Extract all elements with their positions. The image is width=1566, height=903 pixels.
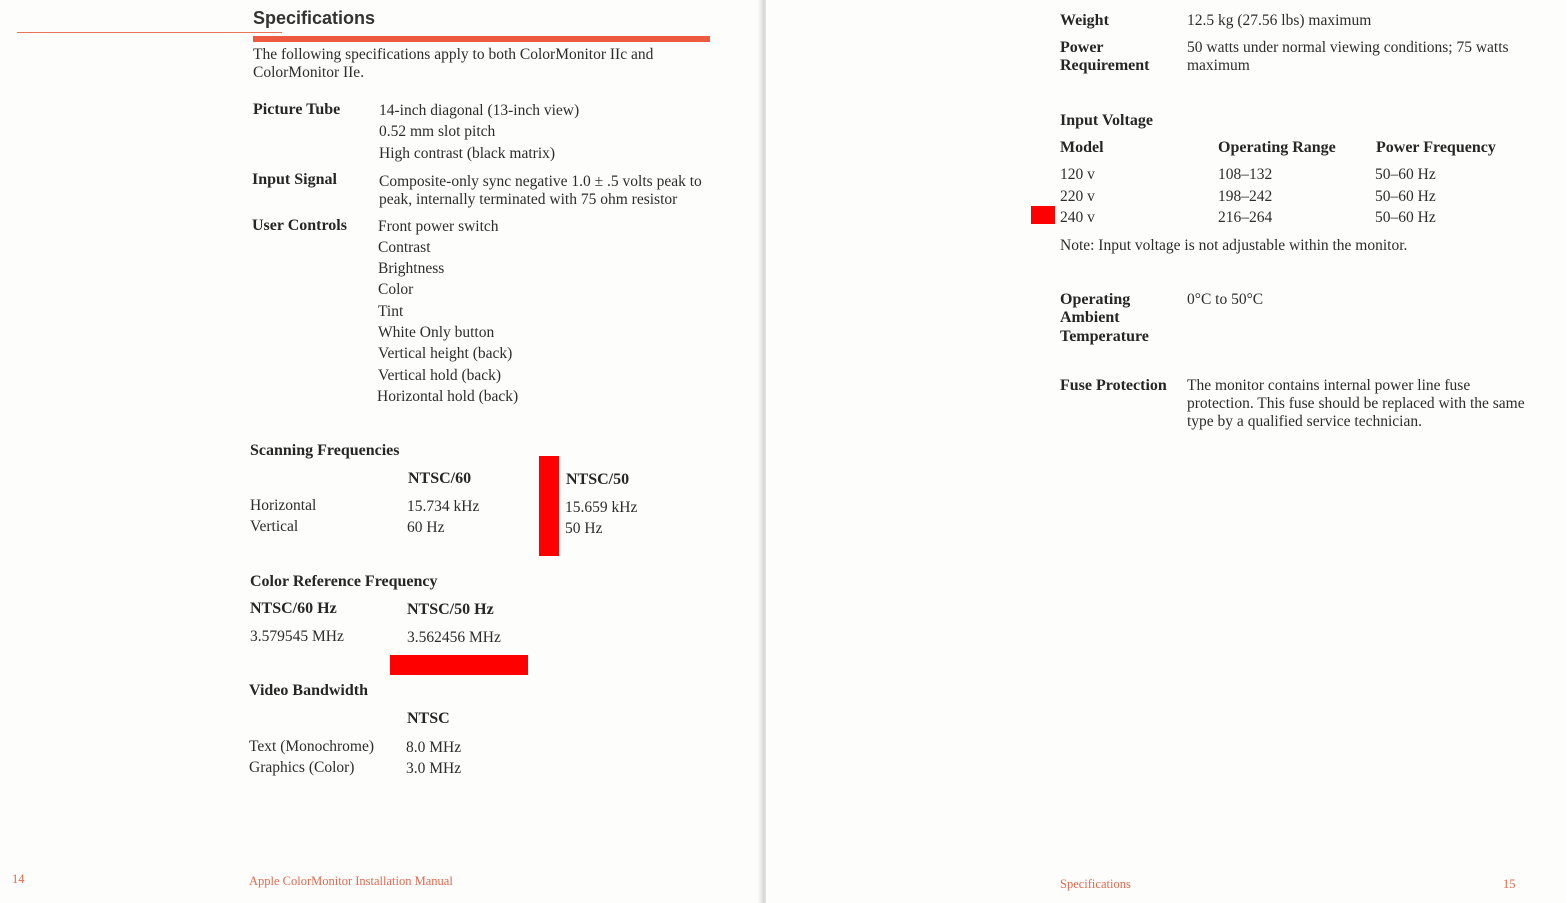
user-control-item: Tint: [378, 303, 404, 320]
voltage-header-frequency: Power Frequency: [1376, 139, 1496, 156]
fuse-protection-text: type by a qualified service technician.: [1187, 413, 1422, 430]
weight-label: Weight: [1060, 12, 1109, 29]
power-label: Requirement: [1060, 57, 1150, 74]
color-ref-col-ntsc50: NTSC/50 Hz: [407, 601, 494, 618]
voltage-range: 108–132: [1218, 166, 1273, 183]
picture-tube-label: Picture Tube: [253, 101, 341, 118]
scanning-frequencies-title: Scanning Frequencies: [250, 442, 400, 459]
user-control-item: Vertical height (back): [378, 345, 513, 362]
voltage-range: 216–264: [1218, 209, 1273, 226]
picture-tube-line: 14-inch diagonal (13-inch view): [379, 102, 580, 119]
scanning-row-value: 15.659 kHz: [565, 499, 638, 516]
fuse-protection-label: Fuse Protection: [1060, 377, 1167, 394]
temperature-label: Temperature: [1060, 328, 1149, 345]
scanning-row-name: Vertical: [250, 518, 299, 535]
weight-value: 12.5 kg (27.56 lbs) maximum: [1187, 12, 1372, 29]
picture-tube-line: 0.52 mm slot pitch: [379, 123, 496, 140]
input-voltage-title: Input Voltage: [1060, 112, 1153, 129]
right-page: [766, 0, 1566, 903]
user-control-item: Contrast: [378, 239, 431, 256]
user-control-item: Vertical hold (back): [378, 367, 502, 384]
power-value: maximum: [1187, 57, 1250, 74]
user-controls-label: User Controls: [252, 217, 347, 234]
voltage-range: 198–242: [1218, 188, 1273, 205]
redaction-mark: [539, 456, 559, 556]
scanning-row-name: Horizontal: [250, 497, 317, 514]
fuse-protection-text: protection. This fuse should be replaced with the same: [1187, 395, 1525, 412]
input-signal-line: peak, internally terminated with 75 ohm resistor: [379, 191, 678, 208]
video-bw-col-ntsc: NTSC: [407, 710, 450, 727]
power-label: Power: [1060, 39, 1104, 56]
color-ref-col-ntsc60: NTSC/60 Hz: [250, 600, 337, 617]
voltage-header-model: Model: [1060, 139, 1104, 156]
redaction-mark: [1031, 206, 1055, 224]
voltage-note: Note: Input voltage is not adjustable within the monitor.: [1060, 237, 1408, 254]
intro-text-line2: ColorMonitor IIe.: [253, 64, 365, 81]
color-ref-value: 3.562456 MHz: [407, 629, 501, 646]
page-number-left: 14: [12, 872, 25, 886]
voltage-frequency: 50–60 Hz: [1375, 209, 1436, 226]
intro-text-line1: The following specifications apply to both ColorMonitor IIc and: [253, 46, 654, 63]
voltage-header-range: Operating Range: [1218, 139, 1336, 156]
voltage-model: 240 v: [1060, 209, 1095, 226]
scanning-row-value: 60 Hz: [407, 519, 445, 536]
voltage-frequency: 50–60 Hz: [1375, 188, 1436, 205]
video-bw-row-value: 8.0 MHz: [406, 739, 462, 756]
title-rule-thin: [17, 32, 282, 33]
picture-tube-line: High contrast (black matrix): [379, 145, 556, 162]
user-control-item: Color: [378, 281, 414, 298]
user-control-item: Brightness: [378, 260, 445, 277]
user-control-item: Front power switch: [378, 218, 499, 235]
power-value: 50 watts under normal viewing conditions; 75 watts: [1187, 39, 1509, 56]
footer-manual-title: Apple ColorMonitor Installation Manual: [249, 874, 453, 888]
user-control-item: Horizontal hold (back): [377, 388, 519, 405]
video-bw-row-name: Graphics (Color): [249, 759, 355, 776]
page-number-right: 15: [1503, 877, 1516, 891]
input-signal-line: Composite-only sync negative 1.0 ± .5 volts peak to: [379, 173, 702, 190]
color-ref-value: 3.579545 MHz: [250, 628, 344, 645]
voltage-frequency: 50–60 Hz: [1375, 166, 1436, 183]
scanning-col-ntsc60: NTSC/60: [408, 470, 472, 487]
page-title: Specifications: [253, 8, 376, 28]
scanning-row-value: 15.734 kHz: [407, 498, 480, 515]
color-reference-title: Color Reference Frequency: [250, 573, 438, 590]
video-bw-row-value: 3.0 MHz: [406, 760, 462, 777]
scanning-row-value: 50 Hz: [565, 520, 603, 537]
temperature-label: Operating: [1060, 291, 1131, 308]
temperature-value: 0°C to 50°C: [1187, 291, 1264, 308]
footer-section-title: Specifications: [1060, 877, 1131, 891]
redaction-mark: [390, 655, 528, 675]
scanning-col-ntsc50: NTSC/50: [566, 471, 630, 488]
user-control-item: White Only button: [378, 324, 495, 341]
voltage-model: 220 v: [1060, 188, 1095, 205]
voltage-model: 120 v: [1060, 166, 1095, 183]
video-bandwidth-title: Video Bandwidth: [249, 682, 368, 699]
temperature-label: Ambient: [1060, 309, 1120, 326]
title-rule-thick: [253, 36, 710, 42]
video-bw-row-name: Text (Monochrome): [249, 738, 375, 755]
fuse-protection-text: The monitor contains internal power line fuse: [1187, 377, 1471, 394]
input-signal-label: Input Signal: [252, 171, 337, 188]
